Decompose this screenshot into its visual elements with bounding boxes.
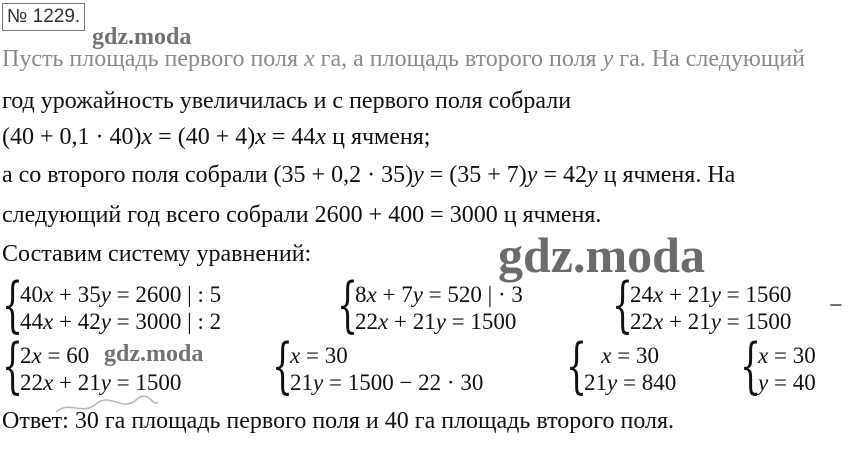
brace-icon: {	[740, 331, 762, 401]
brace-icon: {	[566, 331, 588, 401]
watermark: gdz.moda	[498, 227, 705, 283]
equation: 21y = 1500 − 22 · 30	[290, 370, 484, 395]
equation: 40x + 35y = 2600 | : 5	[20, 282, 222, 307]
brace-icon: {	[612, 270, 634, 340]
equation: 44x + 42y = 3000 | : 2	[20, 309, 222, 334]
brace-icon: {	[2, 270, 24, 340]
equation: 21y = 840	[584, 370, 677, 395]
equation: 2x = 60	[20, 343, 90, 368]
text-line-5: следующий год всего собрали 2600 + 400 = 3000 ц ячменя.	[2, 202, 602, 228]
equation: x = 30	[290, 343, 348, 368]
equation: y = 40	[758, 370, 816, 395]
minus-sign: −	[829, 293, 843, 319]
brace-icon: {	[2, 331, 24, 401]
equation: 22x + 21y = 1500	[20, 370, 182, 395]
equation: x = 30	[758, 343, 816, 368]
brace-icon: {	[272, 331, 294, 401]
text-line-1: Пусть площадь первого поля x га, а площадь второго поля y га. На следующий	[2, 46, 806, 72]
watermark: gdz.moda	[104, 341, 204, 367]
task-number-label: № 1229.	[2, 3, 85, 31]
equation: 24x + 21y = 1560	[630, 282, 792, 307]
text-line-4: а со второго поля собрали (35 + 0,2 · 35)y = (35 + 7)y = 42y ц ячменя. На	[2, 162, 736, 188]
text-line-6: Составим систему уравнений:	[2, 241, 312, 267]
equation: x = 30	[601, 343, 659, 368]
brace-icon: {	[337, 270, 359, 340]
equation: 22x + 21y = 1500	[355, 309, 517, 334]
scribble-mark-icon	[52, 390, 162, 420]
text-line-2: год урожайность увеличилась и с первого поля собрали	[2, 88, 572, 114]
text-line-3: (40 + 0,1 · 40)x = (40 + 4)x = 44x ц ячменя;	[2, 124, 431, 150]
equation: 22x + 21y = 1500	[630, 309, 792, 334]
answer-line: Ответ: 30 га площадь первого поля и 40 га площадь второго поля.	[2, 408, 675, 434]
equation: 8x + 7y = 520 | · 3	[355, 282, 523, 307]
watermark: gdz.moda	[92, 24, 192, 50]
